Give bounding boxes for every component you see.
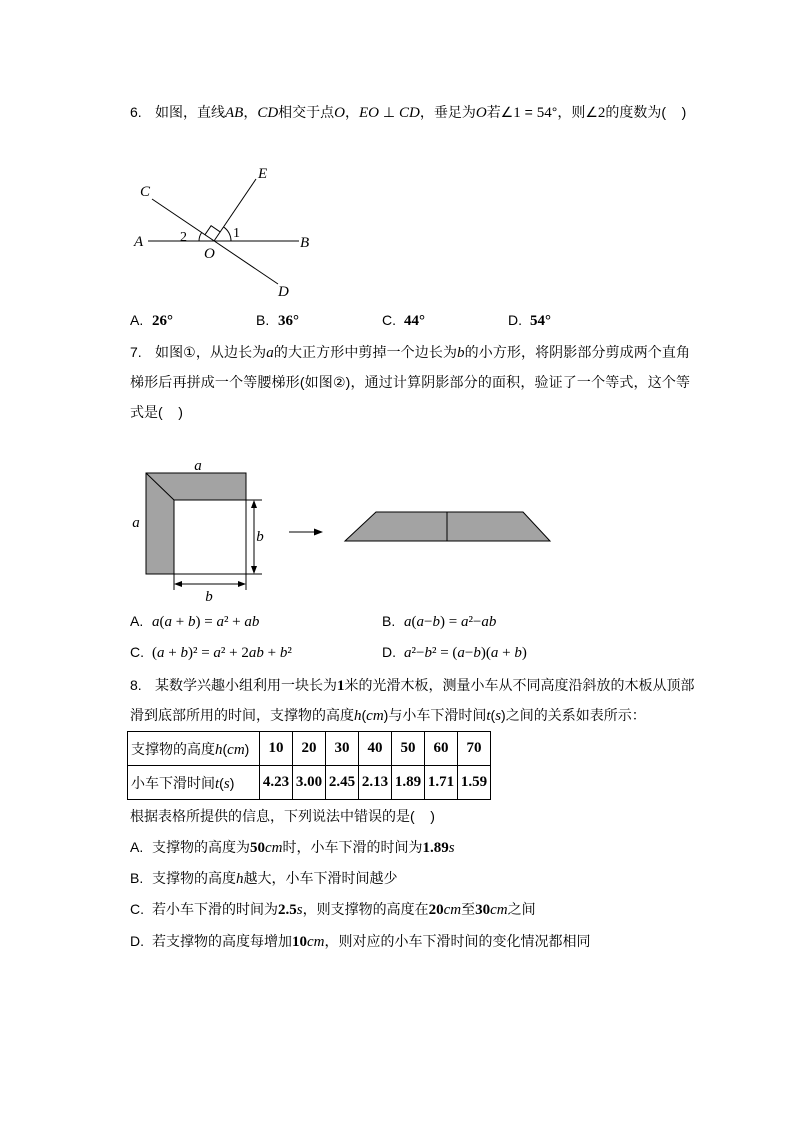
math-number: 1 xyxy=(513,105,521,121)
table-cell: 2.13 xyxy=(359,766,392,800)
point-label-a: A xyxy=(134,234,144,250)
question-number: 6. xyxy=(130,104,142,120)
row-header: 小车下滑时间t(s) xyxy=(128,766,260,800)
math-number: 2 xyxy=(597,105,606,121)
math-variable: a xyxy=(213,645,221,661)
math-number: 50 xyxy=(250,840,265,856)
small-square xyxy=(174,500,246,574)
option-value: a²−b² = (a−b)(a + b) xyxy=(404,645,527,661)
option-value: 若支撑物的高度每增加10cm，则对应的小车下滑时间的变化情况都相同 xyxy=(152,933,591,950)
math-number: 2.5 xyxy=(278,902,297,918)
math-variable: cm xyxy=(307,934,325,950)
right-angle-mark xyxy=(205,226,220,235)
table-cell: 40 xyxy=(359,732,392,766)
math-number: 1.89 xyxy=(422,840,449,856)
question-number: 7. xyxy=(130,344,142,360)
angle-label-1: 1 xyxy=(233,226,240,241)
option-a xyxy=(130,837,455,857)
option-label: C. xyxy=(382,312,396,328)
math-variable: a xyxy=(416,614,424,630)
math-variable: h xyxy=(354,708,362,724)
math-variable: s xyxy=(495,708,502,724)
math-number: 10 xyxy=(292,934,307,950)
table-cell: 50 xyxy=(392,732,425,766)
figure-intersecting-lines xyxy=(120,160,320,305)
option-label: C. xyxy=(130,644,144,660)
math-variable: a xyxy=(404,645,412,661)
point-label-d: D xyxy=(278,284,289,300)
math-variable: b xyxy=(473,645,481,661)
option-d xyxy=(130,931,591,951)
math-variable: AB xyxy=(225,105,244,121)
math-variable: h xyxy=(236,871,244,887)
option-a xyxy=(130,310,173,330)
math-variable: b xyxy=(457,345,465,361)
angle-label-2: 2 xyxy=(180,230,187,245)
angle-2-arc xyxy=(199,233,202,241)
math-variable: O xyxy=(475,105,487,121)
math-variable: b xyxy=(432,614,440,630)
option-a xyxy=(130,611,259,631)
math-variable: cm xyxy=(490,902,508,918)
option-c xyxy=(130,642,292,662)
side-label-left-a: a xyxy=(132,515,140,531)
question-prompt: 根据表格所提供的信息，下列说法中错误的是( ) xyxy=(130,808,435,824)
option-label: D. xyxy=(382,644,396,660)
option-label: A. xyxy=(130,839,144,855)
side-label-bottom-b: b xyxy=(205,589,213,605)
option-value: 36° xyxy=(278,313,299,329)
math-variable: a xyxy=(216,614,224,630)
option-label: C. xyxy=(130,901,144,917)
math-variable: a xyxy=(157,645,165,661)
math-variable: CD xyxy=(257,105,279,121)
math-variable: t xyxy=(486,708,491,724)
math-variable: a xyxy=(152,614,160,630)
question-stem-line: 滑到底部所用的时间，支撑物的高度h(cm)与小车下滑时间t(s)之间的关系如表所示： xyxy=(130,707,646,724)
option-value: a(a + b) = a² + ab xyxy=(152,614,260,630)
math-variable: a xyxy=(404,614,412,630)
math-variable: CD xyxy=(399,105,420,121)
math-variable: O xyxy=(334,105,346,121)
table-cell: 1.89 xyxy=(392,766,425,800)
math-variable: EO xyxy=(359,105,380,121)
math-number: 54 xyxy=(536,105,552,121)
math-number: 30 xyxy=(475,902,491,918)
option-d xyxy=(508,310,551,330)
math-variable: a xyxy=(457,645,465,661)
option-b xyxy=(130,868,398,888)
option-value: (a + b)² = a² + 2ab + b² xyxy=(152,645,292,661)
math-number: 20 xyxy=(428,902,444,918)
math-variable: b xyxy=(514,645,522,661)
option-value: 44° xyxy=(404,313,425,329)
option-label: D. xyxy=(130,933,144,949)
question-stem-line: 如图①，从边长为a的大正方形中剪掉一个边长为b的小方形，将阴影部分剪成两个直角 xyxy=(155,344,690,361)
question-stem-line: 梯形后再拼成一个等腰梯形(如图②)，通过计算阴影部分的面积，验证了一个等式，这个等 xyxy=(130,374,690,390)
math-variable: a xyxy=(164,614,172,630)
table-cell: 10 xyxy=(260,732,293,766)
table-cell: 30 xyxy=(326,732,359,766)
option-value: 支撑物的高度为50cm时，小车下滑的时间为1.89s xyxy=(152,839,455,856)
option-label: B. xyxy=(256,312,270,328)
math-variable: b xyxy=(187,614,196,630)
table-cell: 70 xyxy=(458,732,491,766)
math-variable: ab xyxy=(481,614,497,630)
option-c xyxy=(382,310,425,330)
option-value: 54° xyxy=(530,313,551,329)
point-label-b: B xyxy=(300,235,310,251)
math-variable: a xyxy=(490,645,499,661)
option-value: 26° xyxy=(152,313,173,329)
option-label: A. xyxy=(130,613,144,629)
math-variable: cm xyxy=(227,741,245,758)
option-b xyxy=(382,611,496,631)
table-cell: 1.59 xyxy=(458,766,491,800)
question-stem: 如图，直线AB，CD相交于点O，EO ⊥ CD，垂足为O若∠1 = 54°，则∠2的度数为( ) xyxy=(155,104,687,121)
math-variable: b xyxy=(180,645,188,661)
math-variable: b xyxy=(424,645,432,661)
angle-1-arc xyxy=(224,227,232,241)
option-value: 支撑物的高度h越大，小车下滑时间越少 xyxy=(152,870,398,887)
point-label-c: C xyxy=(140,184,151,200)
table-cell: 3.00 xyxy=(293,766,326,800)
arrowhead xyxy=(251,500,257,508)
option-label: D. xyxy=(508,312,522,328)
math-variable: cm xyxy=(265,840,283,856)
table-cell: 4.23 xyxy=(260,766,293,800)
math-variable: a xyxy=(266,345,274,361)
option-label: A. xyxy=(130,312,144,328)
arrowhead xyxy=(251,566,257,574)
math-variable: s xyxy=(448,840,455,856)
transform-arrowhead xyxy=(314,529,323,536)
question-number: 8. xyxy=(130,677,142,693)
option-value: 若小车下滑的时间为2.5s，则支撑物的高度在20cm至30cm之间 xyxy=(152,901,536,918)
math-variable: ab xyxy=(248,645,264,661)
height-time-table xyxy=(127,731,491,800)
side-label-top-a: a xyxy=(194,458,202,474)
row-header: 支撑物的高度h(cm) xyxy=(128,732,260,766)
side-label-right-b: b xyxy=(256,529,264,545)
table-cell: 2.45 xyxy=(326,766,359,800)
arrowhead xyxy=(174,581,182,587)
math-number: 1 xyxy=(337,678,345,694)
math-variable: b xyxy=(279,645,288,661)
table-row xyxy=(128,732,491,766)
math-variable: cm xyxy=(443,902,462,918)
math-variable: h xyxy=(215,741,223,758)
option-value: a(a−b) = a²−ab xyxy=(404,614,497,630)
math-variable: a xyxy=(460,614,469,630)
table-cell: 60 xyxy=(425,732,458,766)
option-label: B. xyxy=(130,870,144,886)
option-c xyxy=(130,899,536,919)
math-variable: cm xyxy=(366,708,384,724)
point-label-e: E xyxy=(258,166,268,182)
math-variable: s xyxy=(296,902,303,918)
math-variable: ab xyxy=(244,614,260,630)
question-stem-line: 式是( ) xyxy=(130,404,183,420)
table-cell: 1.71 xyxy=(425,766,458,800)
math-number: 2 xyxy=(241,645,249,661)
math-variable: t xyxy=(215,775,220,792)
arrowhead xyxy=(238,581,246,587)
table-row xyxy=(128,766,491,800)
question-stem-line: 某数学兴趣小组利用一块长为1米的光滑木板，测量小车从不同高度沿斜放的木板从顶部 xyxy=(155,677,695,694)
table-cell: 20 xyxy=(293,732,326,766)
option-label: B. xyxy=(382,613,396,629)
option-d xyxy=(382,642,527,662)
point-label-o: O xyxy=(204,246,215,262)
figure-squares-and-trapezoid xyxy=(125,455,565,610)
math-variable: s xyxy=(223,775,230,792)
option-b xyxy=(256,310,299,330)
